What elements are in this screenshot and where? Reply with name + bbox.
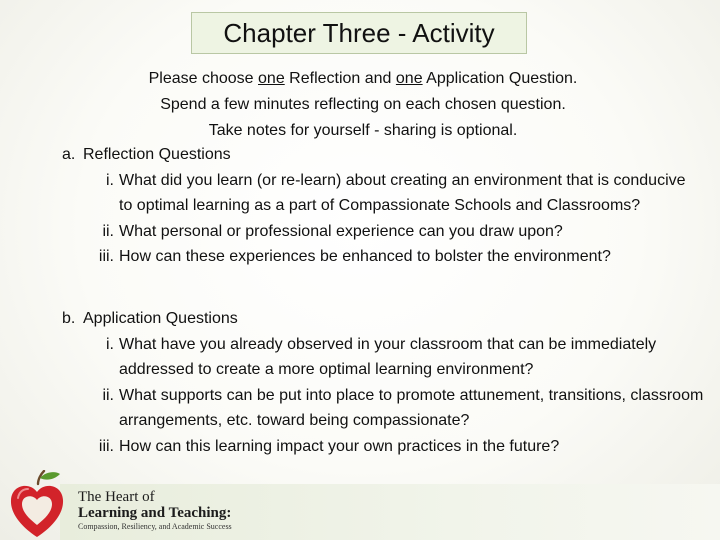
logo-line-2: Learning and Teaching: xyxy=(78,505,232,521)
question-text: What supports can be put into place to promote attunement, transitions, classroom arrangements, etc. toward being compassionate? xyxy=(119,386,704,430)
question-number: iii. xyxy=(98,437,114,455)
section-title: Reflection Questions xyxy=(83,146,231,163)
question-item xyxy=(97,219,699,245)
reflection-section xyxy=(62,142,699,270)
question-number: ii. xyxy=(102,386,114,404)
logo-text xyxy=(78,489,232,532)
instruction-line-1 xyxy=(0,66,720,92)
question-text: What have you already observed in your classroom that can be immediately addressed to create a more optimal learning environment? xyxy=(119,335,657,379)
application-section xyxy=(62,306,717,460)
question-number: i. xyxy=(106,335,114,353)
question-text: What did you learn (or re-learn) about creating an environment that is conducive to optimal learning as a part of Compassionate Schools and Classrooms? xyxy=(119,171,686,215)
footer-branding xyxy=(0,470,720,540)
question-text: How can this learning impact your own practices in the future? xyxy=(119,437,560,455)
instruction-text: Reflection and xyxy=(284,70,396,87)
section-heading xyxy=(62,142,699,168)
emphasis-one: one xyxy=(395,70,423,87)
instruction-line-2: Spend a few minutes reflecting on each chosen question. xyxy=(160,95,566,113)
title-box xyxy=(191,12,527,54)
logo-line-1: The Heart of xyxy=(78,489,155,505)
question-item xyxy=(97,244,699,270)
logo-tagline: Compassion, Resiliency, and Academic Success xyxy=(78,522,232,531)
slide-title: Chapter Three - Activity xyxy=(223,17,495,48)
question-number: iii. xyxy=(98,248,114,266)
instruction-text: Application Question. xyxy=(422,70,578,87)
instructions xyxy=(0,66,720,143)
question-text: What personal or professional experience can you draw upon? xyxy=(119,222,563,240)
section-heading xyxy=(62,306,717,332)
question-number: ii. xyxy=(102,222,114,240)
question-item xyxy=(97,168,699,219)
instruction-text: Please choose xyxy=(148,70,259,87)
question-item xyxy=(97,383,717,434)
question-item xyxy=(97,332,717,383)
question-number: i. xyxy=(106,171,114,189)
section-title: Application Questions xyxy=(83,310,238,327)
question-item xyxy=(97,434,717,460)
emphasis-one: one xyxy=(258,70,285,87)
section-marker: a. xyxy=(62,146,76,163)
section-marker: b. xyxy=(62,310,76,327)
apple-heart-icon xyxy=(4,470,70,540)
question-text: How can these experiences be enhanced to bolster the environment? xyxy=(119,248,611,266)
instruction-line-3: Take notes for yourself - sharing is optional. xyxy=(208,121,518,139)
